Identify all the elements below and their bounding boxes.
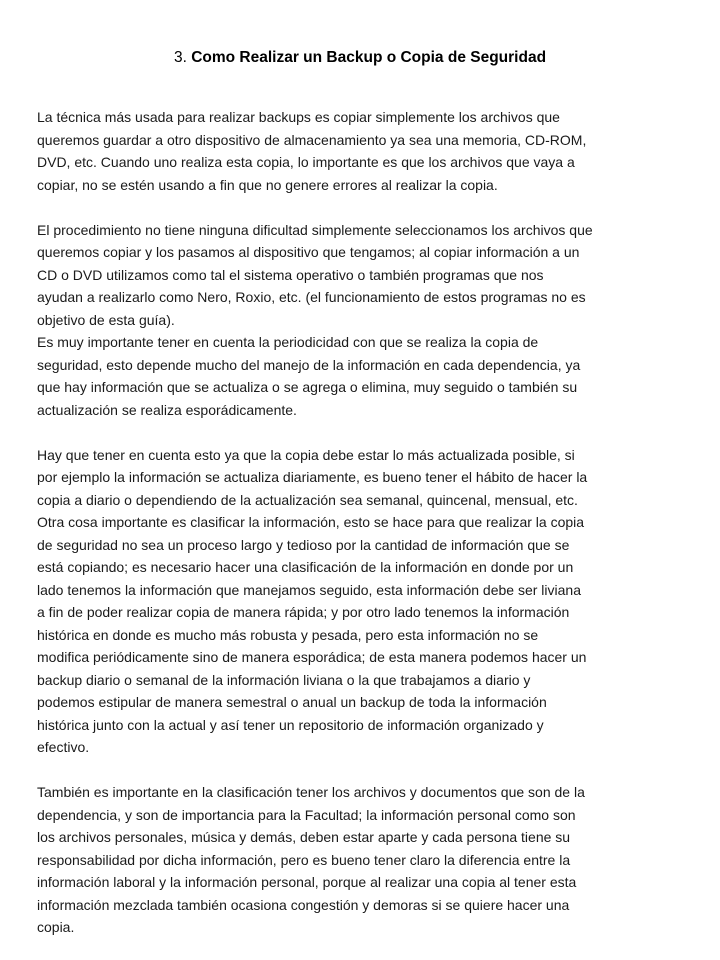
paragraph-line: El procedimiento no tiene ninguna dificultad simplemente seleccionamos los archivos que — [37, 221, 593, 238]
paragraph-line: histórica en donde es mucho más robusta y pesada, pero esta información no se — [37, 626, 539, 643]
paragraph-line: de seguridad no sea un proceso largo y tedioso por la cantidad de información que se — [37, 536, 570, 553]
paragraph-line: por ejemplo la información se actualiza diariamente, es bueno tener el hábito de hacer la — [37, 469, 588, 485]
paragraph-line: Hay que tener en cuenta esto ya que la copia debe estar lo más actualizada posible, si — [37, 446, 575, 463]
paragraph-line: responsabilidad por dicha información, pero es bueno tener claro la diferencia entre la — [37, 851, 571, 868]
section-title — [0, 47, 720, 69]
paragraph-line: copia a diario o dependiendo de la actualización sea semanal, quincenal, mensual, etc. — [37, 491, 578, 508]
paragraph-line: a fin de poder realizar copia de manera rápida; y por otro lado tenemos la información — [37, 604, 570, 620]
paragraph-line: actualización se realiza esporádicamente. — [37, 401, 297, 418]
paragraph-gap — [37, 196, 685, 219]
paragraph-line: efectivo. — [37, 739, 90, 755]
paragraph-line: histórica junto con la actual y así tener un repositorio de información organizado y — [37, 716, 544, 733]
paragraph-gap — [37, 421, 685, 444]
paragraph-line: información mezclada también ocasiona congestión y demoras si se quiere hacer una — [37, 896, 570, 913]
paragraph-line: queremos copiar y los pasamos al dispositivo que tengamos; al copiar información a un — [37, 244, 580, 260]
paragraph-line: DVD, etc. Cuando uno realiza esta copia, lo importante es que los archivos que vaya a — [37, 154, 575, 170]
paragraph — [37, 444, 685, 759]
paragraph-line: copiar, no se estén usando a fin que no genere errores al realizar la copia. — [37, 176, 498, 193]
document-body — [37, 106, 685, 939]
paragraph-line: objetivo de esta guía). — [37, 311, 175, 328]
paragraph-line: dependencia, y son de importancia para la Facultad; la información personal como son — [37, 806, 576, 823]
paragraph-line: La técnica más usada para realizar backups es copiar simplemente los archivos que — [37, 109, 560, 125]
paragraph-line: Otra cosa importante es clasificar la información, esto se hace para que realizar la copia — [37, 514, 585, 530]
paragraph-line: queremos guardar a otro dispositivo de almacenamiento ya sea una memoria, CD-ROM, — [37, 131, 587, 148]
section-number: 3. — [173, 49, 187, 66]
paragraph-line: CD o DVD utilizamos como tal el sistema operativo o también programas que nos — [37, 266, 544, 283]
paragraph — [37, 781, 685, 939]
paragraph-line: lado tenemos la información que manejamos seguido, esta información debe ser liviana — [37, 581, 581, 598]
paragraph-line: que hay información que se actualiza o se agrega o elimina, muy seguido o también su — [37, 379, 578, 395]
paragraph-line: los archivos personales, música y demás, deben estar aparte y cada persona tiene su — [37, 829, 571, 845]
paragraph-line: información laboral y la información personal, porque al realizar una copia al tener esta — [37, 874, 577, 890]
paragraph-line: También es importante en la clasificación tener los archivos y documentos que son de la — [37, 784, 585, 800]
paragraph — [37, 106, 685, 196]
paragraph-line: ayudan a realizarlo como Nero, Roxio, etc. (el funcionamiento de estos programas no es — [37, 289, 586, 305]
paragraph-line: seguridad, esto depende mucho del manejo de la información en cada dependencia, ya — [37, 356, 581, 373]
paragraph — [37, 219, 685, 422]
paragraph-line: copia. — [37, 919, 75, 935]
paragraph-line: está copiando; es necesario hacer una clasificación de la información en donde por un — [37, 559, 574, 575]
section-title-text: Como Realizar un Backup o Copia de Seguridad — [191, 49, 547, 66]
paragraph-gap — [37, 759, 685, 782]
paragraph-line: modifica periódicamente sino de manera esporádica; de esta manera podemos hacer un — [37, 649, 587, 665]
paragraph-line: Es muy importante tener en cuenta la periodicidad con que se realiza la copia de — [37, 334, 539, 350]
paragraph-line: podemos estipular de manera semestral o anual un backup de toda la información — [37, 694, 547, 710]
paragraph-line: backup diario o semanal de la información liviana o la que trabajamos a diario y — [37, 671, 531, 688]
